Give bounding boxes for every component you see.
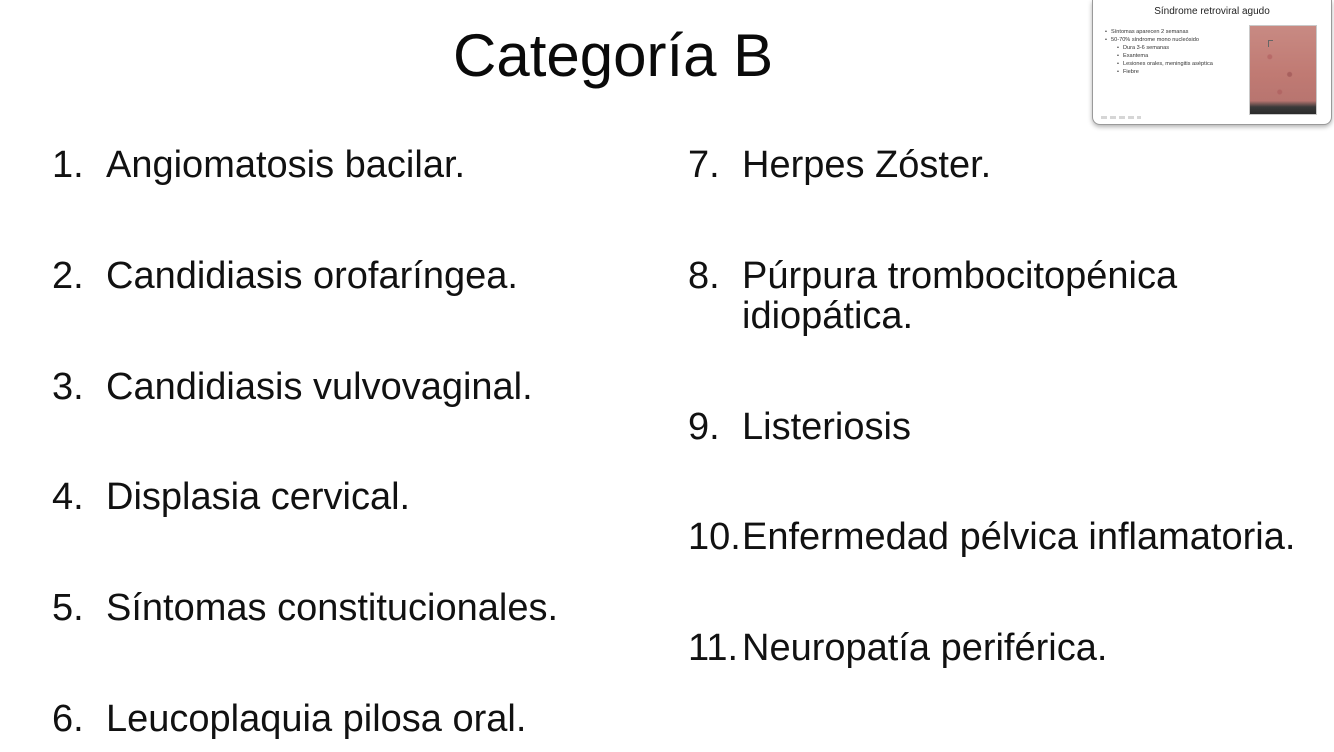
list-item-text: Herpes Zóster.	[742, 144, 992, 186]
list-item-number: 6.	[52, 698, 84, 740]
preview-slide-title: Síndrome retroviral agudo	[1154, 6, 1270, 17]
list-item-text: Listeriosis	[742, 406, 911, 448]
list-item-number: 8.	[688, 255, 720, 297]
list-item-text: Angiomatosis bacilar.	[106, 144, 466, 186]
list-item-number: 2.	[52, 255, 84, 297]
list-item-text: Candidiasis orofaríngea.	[106, 255, 518, 297]
list-item-number: 7.	[688, 144, 720, 186]
list-item-number: 11.	[688, 627, 739, 669]
list-item-text: Leucoplaquia pilosa oral.	[106, 698, 527, 740]
mouse-cursor-icon	[1268, 40, 1273, 47]
list-item-text: Síntomas constitucionales.	[106, 587, 559, 629]
preview-subbullet: • Fiebre	[1111, 68, 1261, 76]
list-item-number: 10.	[688, 516, 741, 558]
preview-subbullet: • Exantema	[1111, 52, 1261, 60]
slide-title: Categoría B	[453, 22, 774, 89]
list-item-text: Púrpura trombocitopénica idiopática.	[742, 255, 1178, 337]
list-item-number: 1.	[52, 144, 84, 186]
preview-rash-photo	[1249, 25, 1317, 115]
preview-toolbar-dots	[1101, 116, 1141, 119]
preview-bullet: • 50-70% síndrome mono nucleósido	[1111, 36, 1261, 44]
preview-subbullet: • Lesiones orales, meningitis aséptica	[1111, 60, 1261, 68]
slide-preview-window[interactable]	[1092, 0, 1332, 125]
list-item-number: 4.	[52, 476, 84, 518]
list-item-text: Enfermedad pélvica inflamatoria.	[742, 516, 1296, 558]
preview-subbullet: • Dura 3-6 semanas	[1111, 44, 1261, 52]
list-item-number: 9.	[688, 406, 720, 448]
preview-bullet: • Síntomas aparecen 2 semanas	[1111, 28, 1261, 36]
preview-bullet-list	[1111, 28, 1261, 76]
list-item-text: Displasia cervical.	[106, 476, 411, 518]
list-item-text: Neuropatía periférica.	[742, 627, 1108, 669]
list-item-text: Candidiasis vulvovaginal.	[106, 366, 533, 408]
list-item-number: 3.	[52, 366, 84, 408]
list-item-number: 5.	[52, 587, 84, 629]
